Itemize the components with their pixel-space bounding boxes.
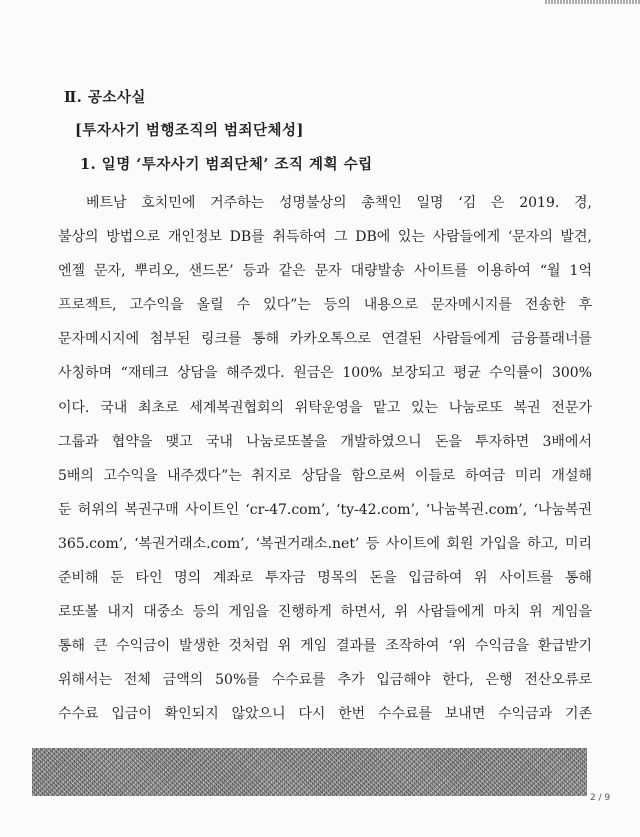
paragraph-line: 이다. 국내 최초로 세계복권협회의 위탁운영을 맡고 있는 나눔로또 복권 전문가 [58, 399, 592, 416]
section-title: Ⅱ. 공소사실 [64, 89, 146, 106]
paragraph-line: 그룹과 협약을 맺고 국내 나눔로또볼을 개발하였으니 돈을 투자하면 3배에서 [58, 433, 592, 450]
page-number: 2 / 9 [590, 793, 611, 803]
paragraph-line: 5배의 고수익을 내주겠다”는 취지로 상담을 함으로써 이들로 하여금 미리 개설해 [58, 467, 592, 484]
paragraph-line: 로또볼 내지 대중소 등의 게임을 진행하게 하면서, 위 사람들에게 마치 위 게임을 [58, 604, 592, 621]
paragraph-line: 문자메시지에 첨부된 링크를 통해 카카오톡으로 연결된 사람들에게 금융플래너를 [58, 331, 592, 348]
paragraph-line: 위해서는 전체 금액의 50%를 수수료를 추가 입금해야 한다, 은행 전산오류로 [58, 672, 592, 689]
paragraph-line: 사칭하며 “재테크 상담을 해주겠다. 원금은 100% 보장되고 평균 수익률이 300% [58, 365, 592, 382]
paragraph-line: 365.com’, ‘복권거래소.com’, ‘복권거래소.net’ 등 사이트에 회원 가입을 하고, 미리 [58, 535, 592, 552]
paragraph-line: 준비해 둔 타인 명의 계좌로 투자금 명목의 돈을 입금하여 위 사이트를 통해 [58, 570, 592, 587]
heading: [투자사기 범행조직의 범죄단체성] [75, 122, 304, 139]
paragraph-line: 통해 큰 수익금이 발생한 것처럼 위 게임 결과를 조작하여 ‘위 수익금을 환급받기 [58, 638, 592, 655]
paragraph-line: 엔젤 문자, 뿌리오, 샌드몬’ 등과 같은 문자 대량발송 사이트를 이용하여 “월 1억 [58, 263, 592, 280]
subheading: 1. 일명 ‘투자사기 범죄단체’ 조직 계획 수립 [80, 156, 373, 173]
paragraph-line: 둔 허위의 복권구매 사이트인 ‘cr-47.com’, ‘ty-42.com’, ‘나눔복권.com’, ‘나눔복권 [58, 501, 592, 518]
scan-artifact [545, 0, 640, 4]
body-paragraph [58, 186, 592, 732]
paragraph-line: 베트남 호치민에 거주하는 성명불상의 총책인 일명 ‘김 은 2019. 경, [86, 195, 592, 211]
paragraph-line: 수수료 입금이 확인되지 않았으니 다시 한번 수수료를 보내면 수익금과 기존 [58, 706, 592, 723]
redacted-block [32, 748, 587, 796]
paragraph-line: 불상의 방법으로 개인정보 DB를 취득하여 그 DB에 있는 사람들에게 ‘문자의 발견, [58, 229, 592, 246]
paragraph-line: 프로젝트, 고수익을 올릴 수 있다”는 등의 내용으로 문자메시지를 전송한 후 [58, 297, 592, 314]
